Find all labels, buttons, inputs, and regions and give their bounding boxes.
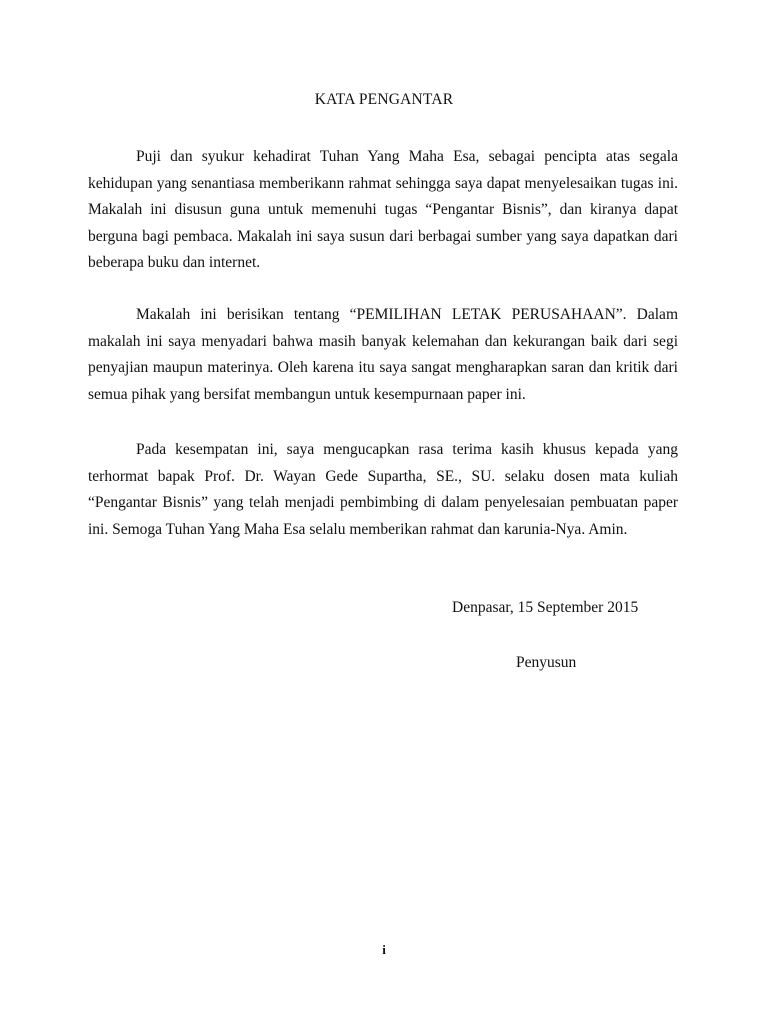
paragraph-3-block [88, 437, 678, 543]
paragraph-1-block [88, 144, 678, 277]
paragraph-2: Makalah ini berisikan tentang “PEMILIHAN LETAK PERUSAHAAN”. Dalam makalah ini saya menyadari bahwa masih banyak kelemahan dan kekurangan baik dari segi penyajian maupun materinya. Oleh karena itu saya sangat mengharapkan saran dan kritik dari semua pihak yang bersifat membangun untuk kesempurnaan paper ini. [88, 306, 678, 403]
paragraph-3: Pada kesempatan ini, saya mengucapkan rasa terima kasih khusus kepada yang terhormat bapak Prof. Dr. Wayan Gede Supartha, SE., SU. selaku dosen mata kuliah “Pengantar Bisnis” yang telah menjadi pembimbing di dalam penyelesaian pembuatan paper ini. Semoga Tuhan Yang Maha Esa selalu memberikan rahmat dan karunia-Nya. Amin. [88, 441, 678, 538]
paragraph-2-block [88, 302, 678, 408]
page-title: KATA PENGANTAR [314, 91, 454, 108]
paragraph-1: Puji dan syukur kehadirat Tuhan Yang Maha Esa, sebagai pencipta atas segala kehidupan yang senantiasa memberikann rahmat sehingga saya dapat menyelesaikan tugas ini. Makalah ini disusun guna untuk memenuhi tugas “Pengantar Bisnis”, dan kiranya dapat berguna bagi pembaca. Makalah ini saya susun dari berbagai sumber yang saya dapatkan dari beberapa buku dan internet. [88, 148, 678, 271]
page-number: i [382, 942, 386, 957]
place-date: Denpasar, 15 September 2015 [452, 599, 639, 616]
signer-label: Penyusun [516, 654, 577, 671]
